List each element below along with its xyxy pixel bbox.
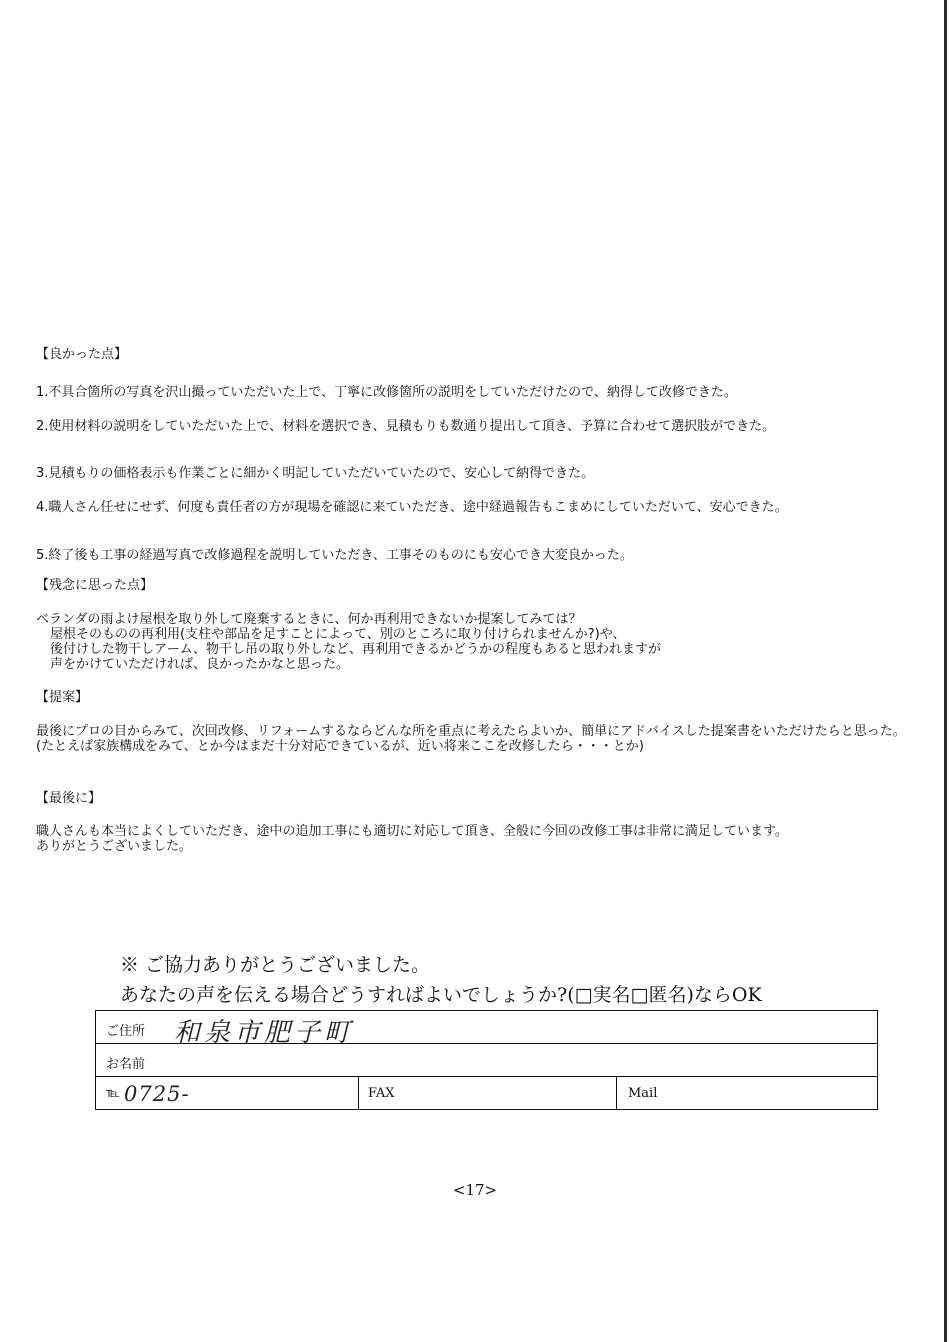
name-label: お名前	[106, 1057, 146, 1072]
regret-line-3: 後付けした物干しアーム、物干し吊の取り外しなど、再利用できるかどうかの程度もあると思われますが	[50, 642, 662, 657]
page-number: <17>	[452, 1181, 498, 1199]
contact-form	[95, 1010, 878, 1110]
address-handwritten: 和泉市肥子町	[174, 1018, 355, 1048]
tel-handwritten: 0725-	[124, 1082, 190, 1106]
address-label: ご住所	[106, 1024, 146, 1039]
name-row	[96, 1044, 877, 1077]
fax-label: FAX	[368, 1086, 395, 1101]
mail-label: Mail	[628, 1086, 658, 1101]
tel-label: ℡	[106, 1086, 120, 1101]
good-item-1: 1.不具合箇所の写真を沢山撮っていただいた上で、丁寧に改修箇所の説明をしていただけたので、納得して改修できた。	[36, 385, 737, 400]
last-line-1: 職人さんも本当によくしていただき、途中の追加工事にも適切に対応して頂き、全般に今回の改修工事は非常に満足しています。	[36, 824, 788, 839]
fax-divider	[358, 1077, 359, 1109]
good-item-3: 3.見積もりの価格表示も作業ごとに細かく明記していただいていたので、安心して納得できた。	[36, 466, 595, 481]
regret-heading: 【残念に思った点】	[36, 578, 154, 593]
regret-line-2: 屋根そのものの再利用(支柱や部品を足すことによって、別のところに取り付けられませんか?)や、	[50, 627, 626, 642]
regret-line-4: 声をかけていただければ、良かったかなと思った。	[50, 657, 350, 672]
regret-body	[36, 612, 932, 672]
good-item-2: 2.使用材料の説明をしていただいた上で、材料を選択でき、見積もりも数通り提出して頂き、予算に合わせて選択肢ができた。	[36, 419, 776, 434]
proposal-section	[36, 690, 932, 705]
mail-divider	[616, 1077, 617, 1109]
proposal-line-1: 最後にプロの目からみて、次回改修、リフォームするならどんな所を重点に考えたらよいか、簡単にアドバイスした提案書をいただけたらと思った。	[36, 724, 906, 739]
proposal-line-2: (たとえば家族構成をみて、とか今はまだ十分対応できているが、近い将来ここを改修したら・・・とか)	[36, 739, 644, 754]
proposal-body	[36, 724, 932, 754]
proposal-heading: 【提案】	[36, 690, 89, 705]
last-heading: 【最後に】	[36, 791, 102, 806]
regret-line-1: ベランダの雨よけ屋根を取り外して廃棄するときに、何か再利用できないか提案してみては？	[36, 612, 582, 627]
address-row	[96, 1011, 877, 1048]
voice-question: あなたの声を伝える場合どうすればよいでしょうか?(□実名□匿名)ならOK	[120, 984, 762, 1006]
last-section	[36, 791, 932, 806]
contact-row	[96, 1077, 877, 1109]
last-line-2: ありがとうございました。	[36, 839, 193, 854]
good-points-heading: 【良かった点】	[36, 347, 128, 362]
good-item-5: 5.終了後も工事の経過写真で改修過程を説明していただき、工事そのものにも安心でき大変良かった。	[36, 548, 633, 563]
regret-section	[36, 578, 932, 593]
scan-edge	[944, 0, 947, 1342]
good-item-4: 4.職人さん任せにせず、何度も責任者の方が現場を確認に来ていただき、途中経過報告もこまめにしていただいて、安心できた。	[36, 500, 788, 515]
good-points-section	[36, 347, 932, 362]
thanks-message: ※ ご協力ありがとうございました。	[120, 954, 431, 976]
last-body	[36, 824, 932, 854]
